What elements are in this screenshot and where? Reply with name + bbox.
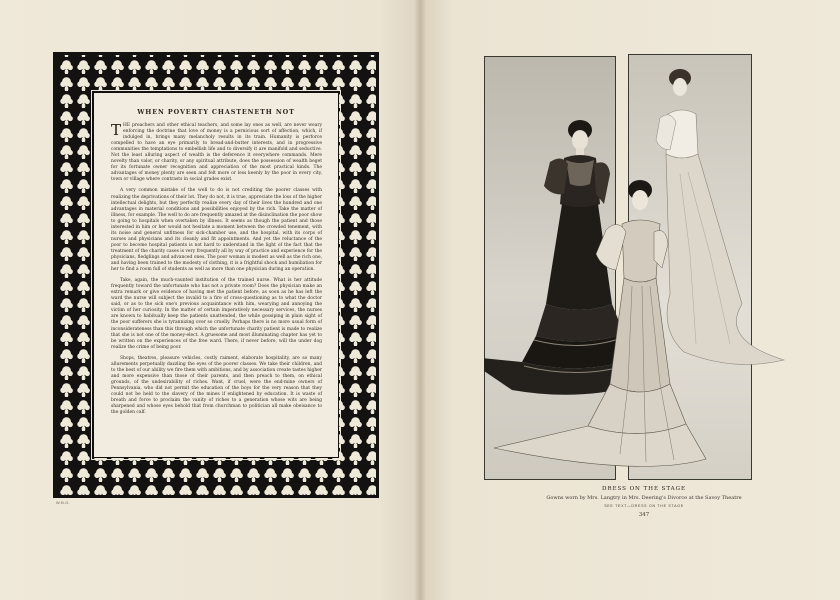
page-number: 347 <box>638 512 650 518</box>
figure-light-gown-back <box>656 69 784 365</box>
essay-paragraph: Shops, theatres, pleasure vehicles, costly raiment, elaborate hospitality, are so many allurements perpetually dazzling the eyes of the poorer classes. We take their children, and to the best of our ability we fire them with ambitions, and by association create tastes higher and more expensive than those of their parents, and then preach to them, on ethical grounds, of the undesirability of riches. Want, if cruel, were the end-mine owners of Pennsylvania, who did not permit the education of the boys for the very reason that they could not be held to the slavery of the mines if enlightened by education. It is waste of breath and force to proclaim the vanity of riches to a generation whose wits are being sharpened and whose eyes behold that from churchman to politician all make obeisance to the golden calf. <box>111 355 322 416</box>
fashion-illustration <box>484 54 804 480</box>
essay-paragraph: Take, again, the much-vaunted institution of the trained nurse. What is her attitude frequently toward the unfortunate who has not a private room? Does the physician make an extra remark or give evidence of having met the patient before, as soon as he has left the ward the nurse will subject the invalid to a fire of cross-questioning as to what the doctor said, or as to the sick one's previous acquaintance with him, wearying and annoying the victim of her curiosity. In the matter of certain imperatively necessary services, the nurses are known to habitually keep the patients unattended, the while gossiping in plain sight of the poor sufferers she is tyrannizing over so cruelly. Perhaps there is no more usual form of inconsiderateness than this through which the unfortunate charity patient is made to realize that she is not one of the money-elect. A gruesome and most illuminating chapter has yet to be written on the experiences of the free ward. There, if never before, will the under dog realize the crime of being poor. <box>111 278 322 350</box>
essay-body <box>111 123 322 421</box>
illustration-caption-title: DRESS ON THE STAGE <box>602 486 686 492</box>
figures-drawing <box>484 54 804 480</box>
essay-paragraph: THE preachers and other ethical teachers, and some lay ones as well, are never weary enforcing the doctrine that love of money is a pernicious sort of affection, which, if indulged in, brings many melancholy results in its train. Humanity is perforce compelled to have an eye primarily to bread-and-butter interests, and in progressive communities the temptations to embellish life and to diversify it are manifold and seductive. Not the least alluring aspect of wealth is the deference it everywhere commands. Mere novelty than valor, or charity, or any spiritual attribute, does the possession of wealth beget for its fortunate owner recognition and appreciation of the most practical kinds. The advantages of money plenty are seen and felt more or less keenly by the poor in every city, town or village where contrasts in social grades exist. <box>111 121 322 183</box>
drop-cap: T <box>111 121 122 139</box>
essay-paragraph: A very common mistake of the well to do is not crediting the poorer classes with realizing the deprivations of their lot. They do not, it is true, appreciate the loss of the higher intellectual delights, but they perfectly realize every day of their lives the hundred and one advantages in material conditions and possibilities enjoyed by the rich. Take the matter of illness, for example. The well to do are frequently amazed at the disinclination the poor show to going to hospitals when overtaken by illness. It seems as though the patient and those interested in him or her would not hesitate a moment between the crowded tenement, with its noise and general unfitness for sick-chamber use, and the hospital, with its corps of nurses and physicians and its cleanly and fit appointments. And yet the reluctance of the poor to become hospital patients is not hard to understand in the light of the fact that the treatment of the charity cases is very frequently all by way of practice and experience for the physicians, fledglings and advanced ones. The poor woman is modest as well as the rich one, and having been trained to the modesty of clothing, it is a frightful shock and humiliation for her to find a room full of students as well as more than one physician during an operation. <box>111 188 322 273</box>
essay-title: WHEN POVERTY CHASTENETH NOT <box>137 108 295 116</box>
engraver-mark: W.B.G. <box>56 500 70 505</box>
illustration-caption-subtitle: Gowns worn by Mrs. Langtry in Mrs. Deering's Divorce at the Savoy Theatre <box>546 495 742 501</box>
see-text-reference: SEE TEXT—DRESS ON THE STAGE <box>604 504 684 508</box>
